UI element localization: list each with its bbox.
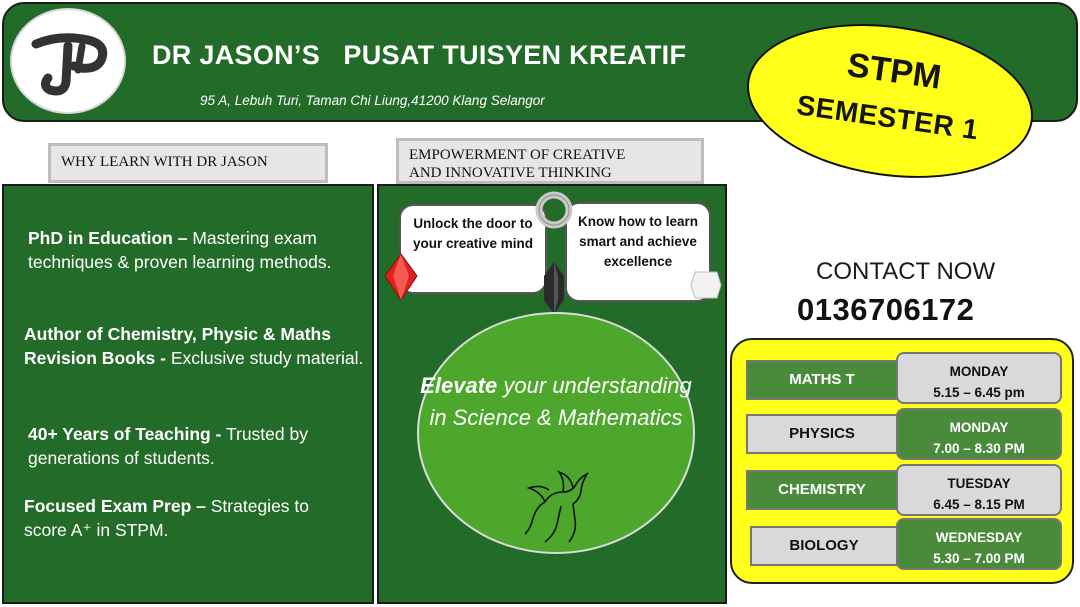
feature-title: PhD in Education – [28, 228, 188, 248]
page-title: DR JASON’S PUSAT TUISYEN KREATIF [152, 40, 687, 70]
contact-label: CONTACT NOW [816, 258, 996, 285]
feature-title: Focused Exam Prep – [24, 496, 206, 516]
slot-time: 7.00 – 8.30 PM [933, 441, 1025, 456]
slot-biology [896, 518, 1062, 570]
learn-smart-bubble: Know how to learn smart and achieve excellence [565, 202, 711, 302]
red-gem-icon [383, 252, 419, 302]
address: 95 A, Lebuh Turi, Taman Chi Liung,41200 Klang Selangor [200, 93, 545, 108]
feature-title: Author of Chemistry, Physic & Maths Revision Books - [24, 324, 331, 368]
contact-phone[interactable]: 0136706172 [797, 292, 975, 327]
feature-item [24, 322, 369, 370]
feature-text: Exclusive study material. [165, 348, 364, 368]
logo [10, 8, 126, 114]
feature-text: Mastering exam techniques & proven learning methods. [28, 228, 332, 272]
empowerment-label-line2: AND INNOVATIVE THINKING [409, 165, 612, 181]
feature-text: Trusted by generations of students. [28, 424, 308, 468]
badge-semester: SEMESTER 1 [794, 89, 981, 146]
pegasus-icon [515, 462, 595, 546]
silver-ring-icon [534, 190, 574, 230]
why-learn-label: WHY LEARN WITH DR JASON [48, 143, 328, 183]
subject-physics: PHYSICS [746, 414, 898, 454]
creative-mind-bubble: Unlock the door to your creative mind [399, 204, 547, 294]
slot-day: MONDAY [949, 420, 1009, 435]
slot-time: 5.15 – 6.45 pm [933, 385, 1025, 400]
empowerment-panel [377, 184, 727, 604]
subject-chemistry: CHEMISTRY [746, 470, 898, 510]
black-crystal-icon [543, 262, 565, 314]
white-cube-icon [689, 270, 723, 300]
slot-day: WEDNESDAY [935, 530, 1023, 545]
feature-item [24, 494, 354, 542]
slot-day: TUESDAY [947, 476, 1011, 491]
feature-item [28, 422, 358, 470]
features-panel [2, 184, 374, 604]
elevate-bold: Elevate [420, 373, 498, 398]
elevate-message [419, 370, 693, 434]
slot-day: MONDAY [949, 364, 1009, 379]
subject-biology: BIOLOGY [750, 526, 898, 566]
elevate-text: your understanding in Science & Mathematics [429, 373, 692, 430]
badge-title: STPM [844, 45, 944, 97]
slot-physics [896, 408, 1062, 460]
empowerment-label-line1: EMPOWERMENT OF CREATIVE [409, 147, 626, 163]
feature-text: Strategies to score A⁺ in STPM. [24, 496, 310, 540]
class-schedule [730, 338, 1074, 584]
slot-time: 5.30 – 7.00 PM [933, 551, 1025, 566]
feature-title: 40+ Years of Teaching - [28, 424, 222, 444]
elevate-circle [417, 312, 695, 554]
slot-chemistry [896, 464, 1062, 516]
empowerment-label [396, 138, 704, 184]
slot-maths-t [896, 352, 1062, 404]
feature-item [28, 226, 358, 274]
jp-monogram-logo-icon [30, 30, 110, 100]
slot-time: 6.45 – 8.15 PM [933, 497, 1025, 512]
subject-maths-t: MATHS T [746, 360, 898, 400]
